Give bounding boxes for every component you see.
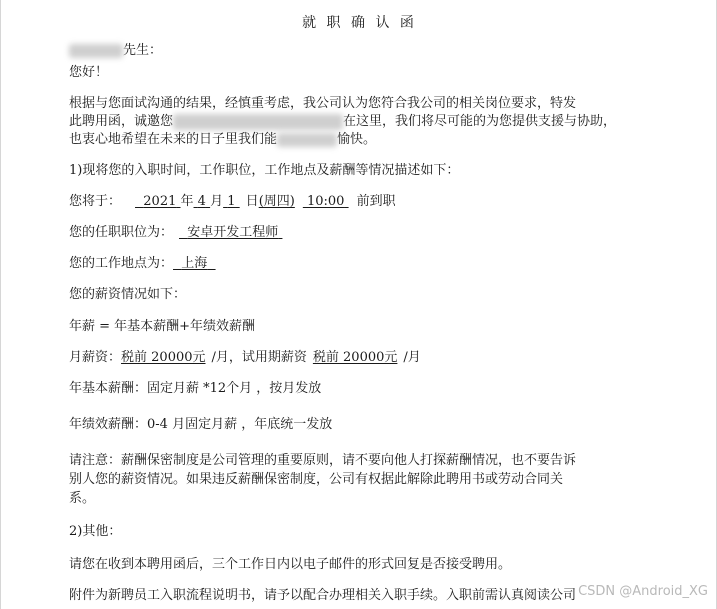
probation-salary-value: 税前 20000元 <box>312 350 398 365</box>
monthly-salary-value: 税前 20000元 <box>121 350 206 365</box>
salutation-suffix: 先生： <box>123 43 163 58</box>
reply-line: 请您在收到本聘用函后，三个工作日内以电子邮件的形式回复是否接受聘用。 <box>69 557 512 572</box>
salutation <box>69 42 162 60</box>
salary-heading: 您的薪资情况如下： <box>69 287 187 302</box>
document-title: 就 职 确 认 函 <box>302 15 417 31</box>
greeting: 您好！ <box>69 65 109 80</box>
monthly-salary-line: 月薪资：税前 20000元 /月，试用期薪资 税前 20000元 /月 <box>69 350 421 365</box>
performance-annual-line: 年绩效薪酬：0-4 月固定月薪 ，年底统一发放 <box>69 417 333 432</box>
section1-heading: 1)现将您的入职时间，工作职位，工作地点及薪酬等情况描述如下： <box>69 163 460 178</box>
start-year: 2021 <box>143 194 177 209</box>
annual-formula: 年薪 = 年基本薪酬+年绩效薪酬 <box>69 319 256 334</box>
intro-line-3: 也衷心地希望在未来的日子里我们能 愉快。 <box>69 132 377 147</box>
notice-line-1: 请注意：薪酬保密制度是公司管理的重要原则，请不要向他人打探薪酬情况，也不要告诉 <box>69 453 577 468</box>
position-value: 安卓开发工程师 <box>187 225 279 240</box>
basic-annual-line: 年基本薪酬：固定月薪 *12个月 ，按月发放 <box>69 381 322 396</box>
start-weekday: (周四) <box>258 194 295 209</box>
start-day: 1 <box>227 194 236 209</box>
location-value: 上海 <box>181 256 208 271</box>
redacted-text <box>173 114 343 130</box>
section2-heading: 2)其他： <box>69 524 122 539</box>
intro-line-2: 此聘用函，诚邀您 在这里，我们将尽可能的为您提供支援与协助， <box>69 114 617 129</box>
position-line: 您的任职职位为： 安卓开发工程师 <box>69 224 282 242</box>
notice-line-2: 别人您的薪资情况。如果违反薪酬保密制度，公司有权据此解除此聘用书或劳动合同关 <box>69 472 564 487</box>
start-date-line: 您将于： 2021 年 4 月 1 日(周四) 10:00 前到职 <box>69 194 396 209</box>
start-month: 4 <box>197 194 206 209</box>
intro-line-1: 根据与您面试沟通的结果，经慎重考虑，我公司认为您符合我公司的相关岗位要求，特发 <box>69 96 577 111</box>
location-line: 您的工作地点为： 上海 <box>69 255 216 273</box>
attachment-line: 附件为新聘员工入职流程说明书，请予以配合办理相关入职手续。入职前需认真阅读公司 <box>69 588 577 603</box>
notice-line-3: 系。 <box>69 491 96 506</box>
csdn-watermark: CSDN @Android_XG <box>578 584 708 599</box>
redacted-text <box>277 133 337 147</box>
redacted-name <box>69 44 123 58</box>
start-time: 10:00 <box>306 194 345 209</box>
